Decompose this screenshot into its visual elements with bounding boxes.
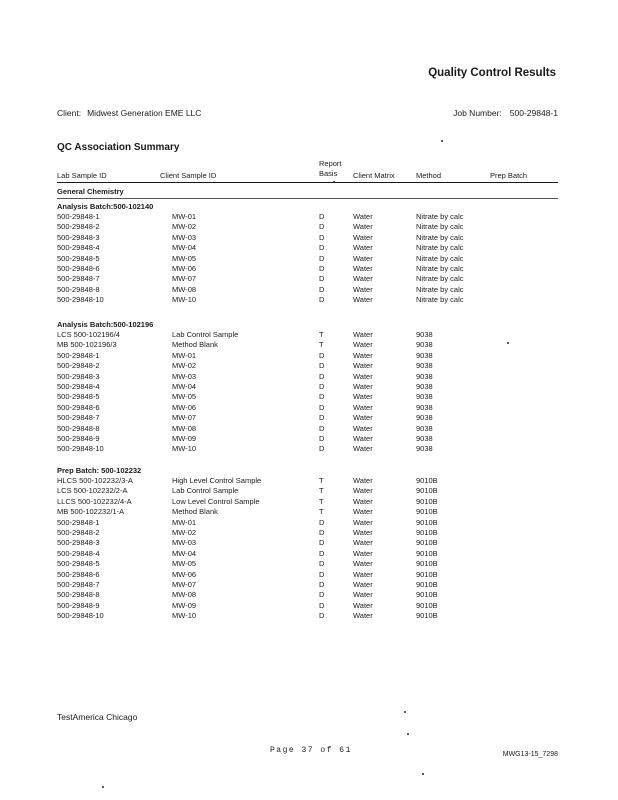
table-row <box>0 264 618 274</box>
client-matrix-cell: Water <box>353 507 373 517</box>
header-report: Report <box>319 159 342 168</box>
lab-sample-id-cell: LCS 500-102232/2-A <box>57 486 128 496</box>
table-row <box>0 243 618 253</box>
table-row <box>0 559 618 569</box>
report-basis-cell: T <box>319 496 324 506</box>
header-rule <box>57 182 558 183</box>
client-sample-id-cell: MW-05 <box>172 559 197 569</box>
client-sample-id-cell: MW-10 <box>172 295 197 305</box>
job-label: Job Number: <box>453 108 502 118</box>
scan-speck <box>404 711 406 713</box>
report-basis-cell: T <box>319 476 324 485</box>
report-basis-cell: D <box>319 232 325 242</box>
client-matrix-cell: Water <box>353 350 373 360</box>
report-basis-cell: D <box>319 611 325 621</box>
method-cell: 9010B <box>416 580 438 589</box>
lab-sample-id-cell: 500-29848-7 <box>57 274 100 284</box>
report-basis-cell: D <box>319 295 325 305</box>
client-matrix-cell: Water <box>353 264 373 273</box>
table-row <box>0 285 618 295</box>
table-row <box>0 424 618 434</box>
client-sample-id-cell: MW-06 <box>172 569 197 579</box>
client-matrix-cell: Water <box>353 222 373 232</box>
table-row <box>0 549 618 559</box>
client-label: Client: <box>57 108 82 118</box>
method-cell: 9038 <box>416 423 433 433</box>
client-sample-id-cell: MW-08 <box>172 423 197 433</box>
table-row <box>0 611 618 621</box>
table-row <box>0 403 618 413</box>
lab-sample-id-cell: 500-29848-2 <box>57 361 100 371</box>
client-matrix-cell: Water <box>353 295 373 305</box>
method-cell: 9010B <box>416 486 438 496</box>
client-matrix-cell: Water <box>353 382 373 391</box>
table-row <box>0 590 618 600</box>
lab-sample-id-cell: 500-29848-1 <box>57 517 100 527</box>
client-matrix-cell: Water <box>353 340 373 350</box>
client-matrix-cell: Water <box>353 600 373 610</box>
batch-title: Prep Batch: 500-102232 <box>57 466 142 475</box>
client-sample-id-cell: MW-07 <box>172 413 197 423</box>
header-client-sample-id: Client Sample ID <box>160 171 217 180</box>
client-matrix-cell: Water <box>353 559 373 569</box>
client-sample-id-cell: MW-04 <box>172 382 197 391</box>
scan-speck <box>407 733 409 735</box>
lab-sample-id-cell: 500-29848-2 <box>57 528 100 537</box>
report-basis-cell: D <box>319 600 325 610</box>
client-matrix-cell: Water <box>353 580 373 589</box>
client-matrix-cell: Water <box>353 284 373 294</box>
category-title: General Chemistry <box>57 187 124 196</box>
scan-speck <box>102 786 104 788</box>
report-basis-cell: D <box>319 253 325 263</box>
batch-title: Analysis Batch:500-102140 <box>57 202 154 211</box>
method-cell: 9010B <box>416 590 438 600</box>
lab-sample-id-cell: LLCS 500-102232/4-A <box>57 496 132 506</box>
client-sample-id-cell: MW-02 <box>172 361 197 371</box>
report-basis-cell: T <box>319 507 324 517</box>
report-basis-cell: D <box>319 444 325 454</box>
job-number <box>453 108 558 118</box>
report-basis-cell: D <box>319 382 325 391</box>
table-row <box>0 274 618 284</box>
table-row <box>0 254 618 264</box>
report-basis-cell: D <box>319 569 325 579</box>
report-basis-cell: D <box>319 517 325 527</box>
client-sample-id-cell: MW-04 <box>172 548 197 558</box>
lab-sample-id-cell: 500-29848-10 <box>57 444 104 454</box>
footer-lab-name: TestAmerica Chicago <box>57 712 138 722</box>
header-client-matrix: Client Matrix <box>353 171 395 180</box>
client-sample-id-cell: MW-10 <box>172 611 197 621</box>
client-sample-id-cell: MW-08 <box>172 590 197 600</box>
lab-sample-id-cell: 500-29848-2 <box>57 222 100 232</box>
client-sample-id-cell: MW-05 <box>172 392 197 402</box>
client-matrix-cell: Water <box>353 392 373 402</box>
lab-sample-id-cell: 500-29848-8 <box>57 284 100 294</box>
client-info <box>57 108 201 118</box>
method-cell: Nitrate by calc <box>416 274 464 284</box>
lab-sample-id-cell: 500-29848-3 <box>57 538 100 548</box>
client-sample-id-cell: MW-06 <box>172 402 197 412</box>
report-basis-cell: D <box>319 538 325 548</box>
client-matrix-cell: Water <box>353 486 373 496</box>
method-cell: 9038 <box>416 371 433 381</box>
lab-sample-id-cell: 500-29848-8 <box>57 423 100 433</box>
section-title: QC Association Summary <box>57 142 180 153</box>
client-matrix-cell: Water <box>353 444 373 454</box>
method-cell: 9038 <box>416 361 433 371</box>
page-number: Page 37 of 61 <box>270 746 352 755</box>
lab-sample-id-cell: 500-29848-5 <box>57 253 100 263</box>
report-basis-cell: D <box>319 392 325 402</box>
method-cell: 9010B <box>416 611 438 621</box>
client-sample-id-cell: MW-06 <box>172 264 197 273</box>
lab-sample-id-cell: 500-29848-4 <box>57 548 100 558</box>
client-sample-id-cell: MW-03 <box>172 232 197 242</box>
category-rule <box>57 198 558 199</box>
lab-sample-id-cell: 500-29848-7 <box>57 413 100 423</box>
client-sample-id-cell: MW-07 <box>172 274 197 284</box>
lab-sample-id-cell: 500-29848-6 <box>57 264 100 273</box>
client-matrix-cell: Water <box>353 548 373 558</box>
batch-title: Analysis Batch:500-102196 <box>57 320 154 329</box>
client-matrix-cell: Water <box>353 423 373 433</box>
table-row <box>0 497 618 507</box>
table-row <box>0 601 618 611</box>
method-cell: 9038 <box>416 444 433 454</box>
report-basis-cell: D <box>319 222 325 232</box>
lab-sample-id-cell: 500-29848-3 <box>57 371 100 381</box>
client-sample-id-cell: Method Blank <box>172 340 218 350</box>
method-cell: 9038 <box>416 402 433 412</box>
report-basis-cell: D <box>319 264 325 273</box>
header-lab-sample-id: Lab Sample ID <box>57 171 107 180</box>
method-cell: 9010B <box>416 476 438 485</box>
lab-sample-id-cell: 500-29848-10 <box>57 295 104 305</box>
method-cell: 9010B <box>416 548 438 558</box>
report-basis-cell: D <box>319 402 325 412</box>
method-cell: Nitrate by calc <box>416 284 464 294</box>
table-row <box>0 570 618 580</box>
lab-sample-id-cell: 500-29848-10 <box>57 611 104 621</box>
report-basis-cell: D <box>319 528 325 537</box>
client-sample-id-cell: MW-07 <box>172 580 197 589</box>
table-row <box>0 538 618 548</box>
table-row <box>0 476 618 486</box>
client-sample-id-cell: MW-09 <box>172 434 197 443</box>
table-row <box>0 434 618 444</box>
report-basis-cell: D <box>319 284 325 294</box>
table-row <box>0 413 618 423</box>
table-row <box>0 295 618 305</box>
method-cell: Nitrate by calc <box>416 243 464 253</box>
method-cell: Nitrate by calc <box>416 253 464 263</box>
report-basis-cell: D <box>319 413 325 423</box>
method-cell: Nitrate by calc <box>416 212 464 221</box>
lab-sample-id-cell: 500-29848-9 <box>57 434 100 443</box>
report-basis-cell: T <box>319 330 324 339</box>
method-cell: 9010B <box>416 600 438 610</box>
method-cell: 9038 <box>416 392 433 402</box>
client-sample-id-cell: High Level Control Sample <box>172 476 262 485</box>
client-sample-id-cell: Low Level Control Sample <box>172 496 260 506</box>
client-matrix-cell: Water <box>353 253 373 263</box>
method-cell: 9038 <box>416 350 433 360</box>
method-cell: 9038 <box>416 382 433 391</box>
scan-speck <box>441 140 443 142</box>
method-cell: Nitrate by calc <box>416 222 464 232</box>
client-matrix-cell: Water <box>353 517 373 527</box>
scan-speck <box>507 342 509 344</box>
header-method: Method <box>416 171 442 180</box>
scan-speck <box>422 773 424 775</box>
method-cell: Nitrate by calc <box>416 264 464 273</box>
client-matrix-cell: Water <box>353 538 373 548</box>
table-row <box>0 486 618 496</box>
lab-sample-id-cell: 500-29848-3 <box>57 232 100 242</box>
client-matrix-cell: Water <box>353 413 373 423</box>
client-sample-id-cell: Lab Control Sample <box>172 486 239 496</box>
client-sample-id-cell: MW-01 <box>172 350 197 360</box>
table-row <box>0 518 618 528</box>
report-basis-cell: T <box>319 486 324 496</box>
header-prep-batch: Prep Batch <box>490 171 528 180</box>
method-cell: Nitrate by calc <box>416 232 464 242</box>
method-cell: 9010B <box>416 528 438 537</box>
client-value: Midwest Generation EME LLC <box>87 108 202 118</box>
report-basis-cell: D <box>319 548 325 558</box>
scan-speck <box>333 181 335 183</box>
table-row <box>0 212 618 222</box>
method-cell: 9010B <box>416 517 438 527</box>
table-row <box>0 361 618 371</box>
client-sample-id-cell: MW-04 <box>172 243 197 253</box>
lab-sample-id-cell: MB 500-102232/1-A <box>57 507 125 517</box>
client-matrix-cell: Water <box>353 361 373 371</box>
report-basis-cell: D <box>319 350 325 360</box>
table-row <box>0 382 618 392</box>
table-row <box>0 233 618 243</box>
lab-sample-id-cell: 500-29848-4 <box>57 382 100 391</box>
report-basis-cell: D <box>319 580 325 589</box>
client-matrix-cell: Water <box>353 243 373 253</box>
method-cell: 9010B <box>416 538 438 548</box>
client-sample-id-cell: MW-02 <box>172 222 197 232</box>
client-sample-id-cell: MW-02 <box>172 528 197 537</box>
client-sample-id-cell: MW-03 <box>172 371 197 381</box>
table-row <box>0 351 618 361</box>
client-sample-id-cell: Method Blank <box>172 507 218 517</box>
table-row <box>0 507 618 517</box>
client-matrix-cell: Water <box>353 402 373 412</box>
method-cell: 9038 <box>416 434 433 443</box>
report-basis-cell: D <box>319 559 325 569</box>
lab-sample-id-cell: 500-29848-4 <box>57 243 100 253</box>
table-row <box>0 222 618 232</box>
method-cell: 9010B <box>416 559 438 569</box>
report-basis-cell: D <box>319 243 325 253</box>
client-sample-id-cell: MW-01 <box>172 517 197 527</box>
lab-sample-id-cell: 500-29848-6 <box>57 569 100 579</box>
report-basis-cell: D <box>319 212 325 221</box>
client-matrix-cell: Water <box>353 590 373 600</box>
report-basis-cell: T <box>319 340 324 350</box>
table-row <box>0 330 618 340</box>
method-cell: 9010B <box>416 496 438 506</box>
client-matrix-cell: Water <box>353 434 373 443</box>
client-sample-id-cell: MW-03 <box>172 538 197 548</box>
client-matrix-cell: Water <box>353 528 373 537</box>
header-basis: Basis <box>319 169 338 178</box>
report-basis-cell: D <box>319 590 325 600</box>
report-basis-cell: D <box>319 371 325 381</box>
client-matrix-cell: Water <box>353 611 373 621</box>
client-sample-id-cell: MW-05 <box>172 253 197 263</box>
lab-sample-id-cell: HLCS 500-102232/3-A <box>57 476 133 485</box>
report-title: Quality Control Results <box>428 67 556 79</box>
client-matrix-cell: Water <box>353 330 373 339</box>
lab-sample-id-cell: 500-29848-5 <box>57 392 100 402</box>
client-matrix-cell: Water <box>353 212 373 221</box>
client-sample-id-cell: MW-08 <box>172 284 197 294</box>
table-row <box>0 580 618 590</box>
client-sample-id-cell: MW-10 <box>172 444 197 454</box>
lab-sample-id-cell: 500-29848-1 <box>57 212 100 221</box>
table-row <box>0 372 618 382</box>
lab-sample-id-cell: LCS 500-102196/4 <box>57 330 120 339</box>
report-basis-cell: D <box>319 274 325 284</box>
document-id: MWG13-15_7298 <box>502 751 558 758</box>
client-matrix-cell: Water <box>353 569 373 579</box>
method-cell: 9010B <box>416 507 438 517</box>
method-cell: Nitrate by calc <box>416 295 464 305</box>
table-row <box>0 444 618 454</box>
lab-sample-id-cell: 500-29848-8 <box>57 590 100 600</box>
client-matrix-cell: Water <box>353 232 373 242</box>
client-matrix-cell: Water <box>353 371 373 381</box>
lab-sample-id-cell: 500-29848-9 <box>57 600 100 610</box>
report-basis-cell: D <box>319 361 325 371</box>
method-cell: 9038 <box>416 330 433 339</box>
client-sample-id-cell: MW-09 <box>172 600 197 610</box>
lab-sample-id-cell: MB 500-102196/3 <box>57 340 117 350</box>
client-sample-id-cell: MW-01 <box>172 212 197 221</box>
method-cell: 9010B <box>416 569 438 579</box>
lab-sample-id-cell: 500-29848-7 <box>57 580 100 589</box>
method-cell: 9038 <box>416 413 433 423</box>
job-value: 500-29848-1 <box>509 108 558 118</box>
table-row <box>0 392 618 402</box>
client-matrix-cell: Water <box>353 496 373 506</box>
lab-sample-id-cell: 500-29848-1 <box>57 350 100 360</box>
report-basis-cell: D <box>319 434 325 443</box>
table-row <box>0 528 618 538</box>
client-matrix-cell: Water <box>353 274 373 284</box>
client-sample-id-cell: Lab Control Sample <box>172 330 239 339</box>
report-basis-cell: D <box>319 423 325 433</box>
client-matrix-cell: Water <box>353 476 373 485</box>
lab-sample-id-cell: 500-29848-6 <box>57 402 100 412</box>
method-cell: 9038 <box>416 340 433 350</box>
lab-sample-id-cell: 500-29848-5 <box>57 559 100 569</box>
table-row <box>0 340 618 350</box>
